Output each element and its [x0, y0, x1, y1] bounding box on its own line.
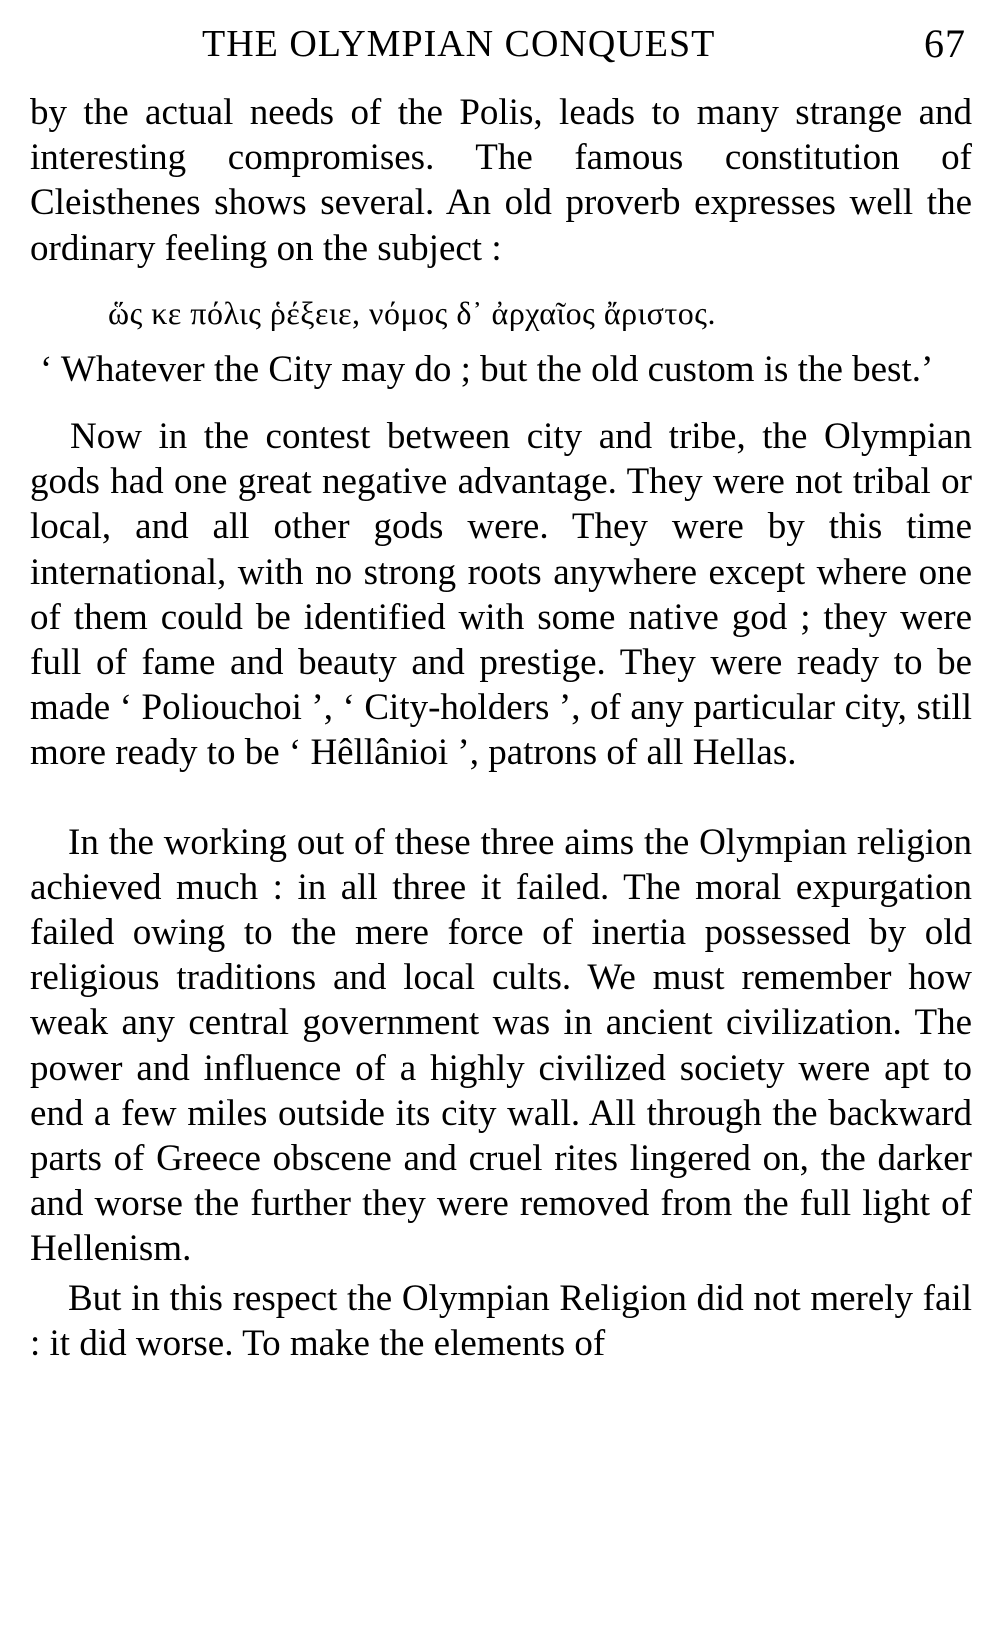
paragraph-continued: by the actual needs of the Polis, leads to many strange and interesting compromises. The famous constitution of Cleisthenes shows several. An old proverb expresses well the ordinary feeling on the subject :	[30, 92, 972, 269]
greek-proverb: ὥς κε πόλις ῥέξειε, νόμος δ᾽ ἀρχαῖος ἄριστος.	[108, 294, 716, 331]
paragraph-worse: But in this respect the Olympian Religion did not merely fail : it did worse. To make the elements of	[30, 1277, 972, 1364]
paragraph-three-aims: In the working out of these three aims the Olympian religion achieved much : in all three it failed. The moral expurgation failed owing to the mere force of inertia possessed by old religious traditions and local cults. We must remember how weak any central government was in ancient civilization. The power and influence of a highly civilized society were apt to end a few miles outside its city wall. All through the backward parts of Greece obscene and cruel rites lingered on, the darker and worse the further they were removed from the full light of Hellenism.	[30, 821, 972, 1270]
running-title: THE OLYMPIAN CONQUEST	[202, 23, 716, 65]
proverb-translation: ‘ Whatever the City may do ; but the old custom is the best.’	[40, 348, 934, 390]
running-header	[30, 14, 972, 74]
page-number: 67	[924, 21, 966, 66]
paragraph-contest: Now in the contest between city and tribe, the Olympian gods had one great negative advantage. They were not tribal or local, and all other gods were. They were by this time international, with no strong roots anywhere except where one of them could be identified with some native god ; they were full of fame and beauty and prestige. They were ready to be made ‘ Poliouchoi ’, ‘ City-holders ’, of any particular city, still more ready to be ‘ Hêllânioi ’, patrons of all Hellas.	[30, 416, 972, 774]
